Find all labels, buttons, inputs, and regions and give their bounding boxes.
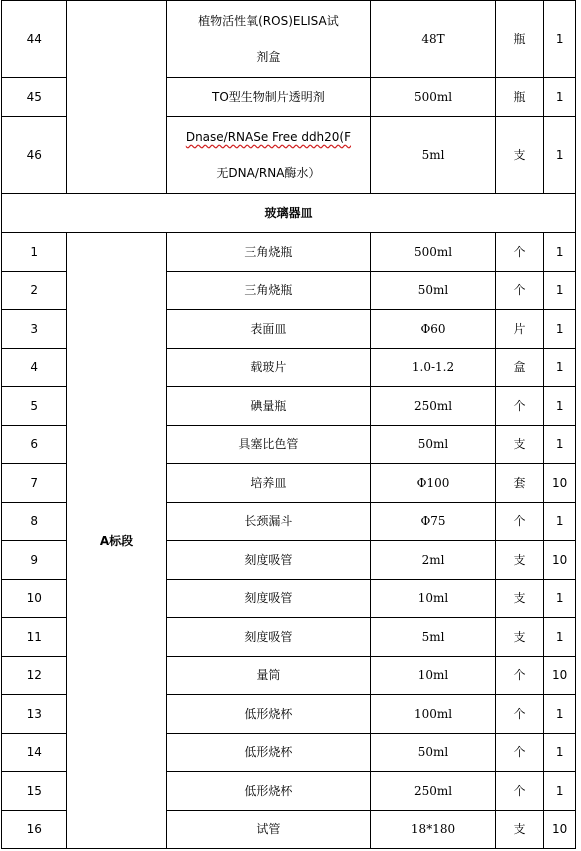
item-unit: 个: [495, 656, 544, 695]
item-name-line: 剂盒: [256, 50, 281, 64]
row-number: 10: [2, 579, 67, 618]
item-qty: 1: [544, 502, 576, 541]
item-spec: Φ60: [371, 310, 496, 349]
item-name: 刻度吸管: [166, 541, 371, 580]
item-name: [166, 78, 371, 117]
item-qty: 10: [544, 464, 576, 503]
row-number: 7: [2, 464, 67, 503]
item-spec: 50ml: [371, 425, 496, 464]
item-name: 三角烧瓶: [166, 271, 371, 310]
section-header-row: [2, 194, 576, 233]
row-number: 45: [2, 78, 67, 117]
item-name-line: TO型生物制片透明剂: [212, 90, 325, 104]
item-name: 量筒: [166, 656, 371, 695]
item-spec: 10ml: [371, 579, 496, 618]
item-name: 低形烧杯: [166, 695, 371, 734]
item-name: 试管: [166, 810, 371, 849]
item-qty: 1: [544, 618, 576, 657]
row-number: 13: [2, 695, 67, 734]
item-spec: 50ml: [371, 733, 496, 772]
item-name: 载玻片: [166, 348, 371, 387]
bid-section-label: A标段: [67, 233, 166, 849]
item-unit: 盒: [495, 348, 544, 387]
item-unit: 个: [495, 502, 544, 541]
inventory-table: [1, 0, 576, 849]
item-spec: 100ml: [371, 695, 496, 734]
item-unit: 瓶: [495, 78, 544, 117]
item-qty: 10: [544, 541, 576, 580]
bid-section-cell-empty: [67, 1, 166, 194]
item-qty: 1: [544, 271, 576, 310]
item-name: 培养皿: [166, 464, 371, 503]
item-spec: 2ml: [371, 541, 496, 580]
item-unit: 支: [495, 425, 544, 464]
item-unit: 个: [495, 695, 544, 734]
item-qty: 1: [544, 772, 576, 811]
table-row: [2, 233, 576, 272]
item-qty: 1: [544, 1, 576, 78]
item-spec: 500ml: [371, 233, 496, 272]
item-qty: 1: [544, 387, 576, 426]
row-number: 5: [2, 387, 67, 426]
item-name: 低形烧杯: [166, 733, 371, 772]
item-spec: 1.0-1.2: [371, 348, 496, 387]
row-number: 2: [2, 271, 67, 310]
section-title: 玻璃器皿: [2, 194, 576, 233]
item-name: 刻度吸管: [166, 579, 371, 618]
item-name: 具塞比色管: [166, 425, 371, 464]
item-unit: 支: [495, 117, 544, 194]
item-spec: Φ100: [371, 464, 496, 503]
item-name: 刻度吸管: [166, 618, 371, 657]
item-unit: 个: [495, 772, 544, 811]
item-name: 表面皿: [166, 310, 371, 349]
item-qty: 1: [544, 78, 576, 117]
item-unit: 片: [495, 310, 544, 349]
item-name-line: 无DNA/RNA酶水）: [216, 166, 321, 180]
item-unit: 套: [495, 464, 544, 503]
item-name: 三角烧瓶: [166, 233, 371, 272]
item-qty: 10: [544, 656, 576, 695]
item-unit: 支: [495, 618, 544, 657]
item-name: 碘量瓶: [166, 387, 371, 426]
row-number: 11: [2, 618, 67, 657]
item-unit: 瓶: [495, 1, 544, 78]
item-name: [166, 1, 371, 78]
item-spec: 50ml: [371, 271, 496, 310]
item-qty: 1: [544, 695, 576, 734]
item-unit: 支: [495, 810, 544, 849]
item-qty: 1: [544, 117, 576, 194]
item-spec: 18*180: [371, 810, 496, 849]
item-unit: 个: [495, 733, 544, 772]
item-unit: 个: [495, 271, 544, 310]
item-qty: 1: [544, 733, 576, 772]
row-number: 46: [2, 117, 67, 194]
item-qty: 1: [544, 310, 576, 349]
item-spec: 48T: [371, 1, 496, 78]
item-spec: 500ml: [371, 78, 496, 117]
item-spec: 250ml: [371, 387, 496, 426]
item-name: 长颈漏斗: [166, 502, 371, 541]
row-number: 12: [2, 656, 67, 695]
row-number: 6: [2, 425, 67, 464]
item-name-line: 植物活性氧(ROS)ELISA试: [198, 14, 339, 28]
item-spec: 250ml: [371, 772, 496, 811]
item-unit: 支: [495, 579, 544, 618]
item-unit: 个: [495, 387, 544, 426]
item-spec: 10ml: [371, 656, 496, 695]
row-number: 14: [2, 733, 67, 772]
item-unit: 支: [495, 541, 544, 580]
row-number: 9: [2, 541, 67, 580]
item-qty: 1: [544, 348, 576, 387]
item-unit: 个: [495, 233, 544, 272]
item-spec: Φ75: [371, 502, 496, 541]
item-qty: 1: [544, 425, 576, 464]
item-qty: 1: [544, 233, 576, 272]
row-number: 8: [2, 502, 67, 541]
item-spec: 5ml: [371, 618, 496, 657]
item-spec: 5ml: [371, 117, 496, 194]
row-number: 3: [2, 310, 67, 349]
row-number: 15: [2, 772, 67, 811]
row-number: 16: [2, 810, 67, 849]
item-name-line: Dnase/RNASe Free ddh20(F: [185, 130, 352, 144]
item-qty: 1: [544, 579, 576, 618]
table-row: [2, 1, 576, 78]
item-name: [166, 117, 371, 194]
row-number: 4: [2, 348, 67, 387]
item-name: 低形烧杯: [166, 772, 371, 811]
row-number: 1: [2, 233, 67, 272]
row-number: 44: [2, 1, 67, 78]
item-qty: 10: [544, 810, 576, 849]
